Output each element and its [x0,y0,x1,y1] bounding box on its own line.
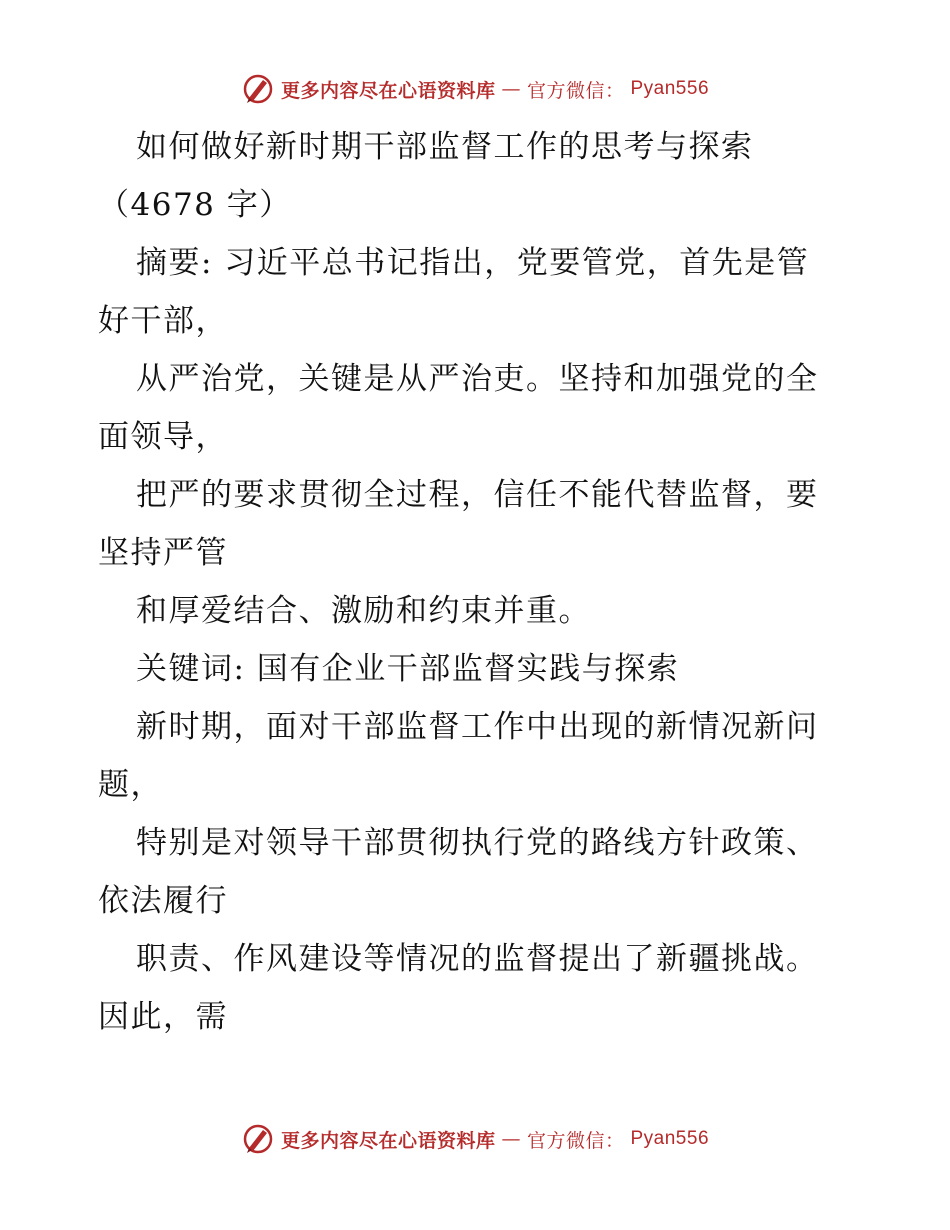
watermark-official-label: 官方微信： [526,1129,625,1152]
watermark-main-text: 更多内容尽在心语资料库 [280,79,496,102]
text-line: 依法履行 [98,883,228,919]
watermark-official-label: 官方微信： [526,79,625,102]
text-line: 如何做好新时期干部监督工作的思考与探索 [136,129,754,165]
text-line: 题， [98,767,163,803]
watermark-main-text: 更多内容尽在心语资料库 [280,1129,496,1152]
text-line: 新时期，面对干部监督工作中出现的新情况新问 [136,709,819,745]
text-line: 和厚爱结合、激励和约束并重。 [136,593,591,629]
text-line: 特别是对领导干部贯彻执行党的路线方针政策、 [136,825,819,861]
watermark-separator: — [501,1128,521,1150]
text-line: 坚持严管 [98,535,228,571]
watermark-separator: — [501,78,521,100]
text-line: 把严的要求贯彻全过程，信任不能代替监督，要 [136,477,819,513]
watermark-wechat-id: Pyan556 [630,1128,710,1149]
text-line: 摘要: 习近平总书记指出，党要管党，首先是管 [136,245,810,281]
document-body [98,118,858,1046]
text-line: 关键词: 国有企业干部监督实践与探索 [136,651,680,687]
text-line: 因此，需 [98,999,228,1035]
text-line: 从严治党，关键是从严治吏。坚持和加强党的全 [136,361,819,397]
pen-circle-logo-icon [241,72,275,106]
footer-watermark [0,1122,950,1156]
text-line: 职责、作风建设等情况的监督提出了新疆挑战。 [136,941,819,977]
text-line: （4678 字） [98,187,292,223]
pen-circle-logo-icon [241,1122,275,1156]
text-line: 好干部， [98,303,228,339]
text-line: 面领导， [98,419,228,455]
watermark-wechat-id: Pyan556 [630,78,710,99]
header-watermark [0,72,950,106]
